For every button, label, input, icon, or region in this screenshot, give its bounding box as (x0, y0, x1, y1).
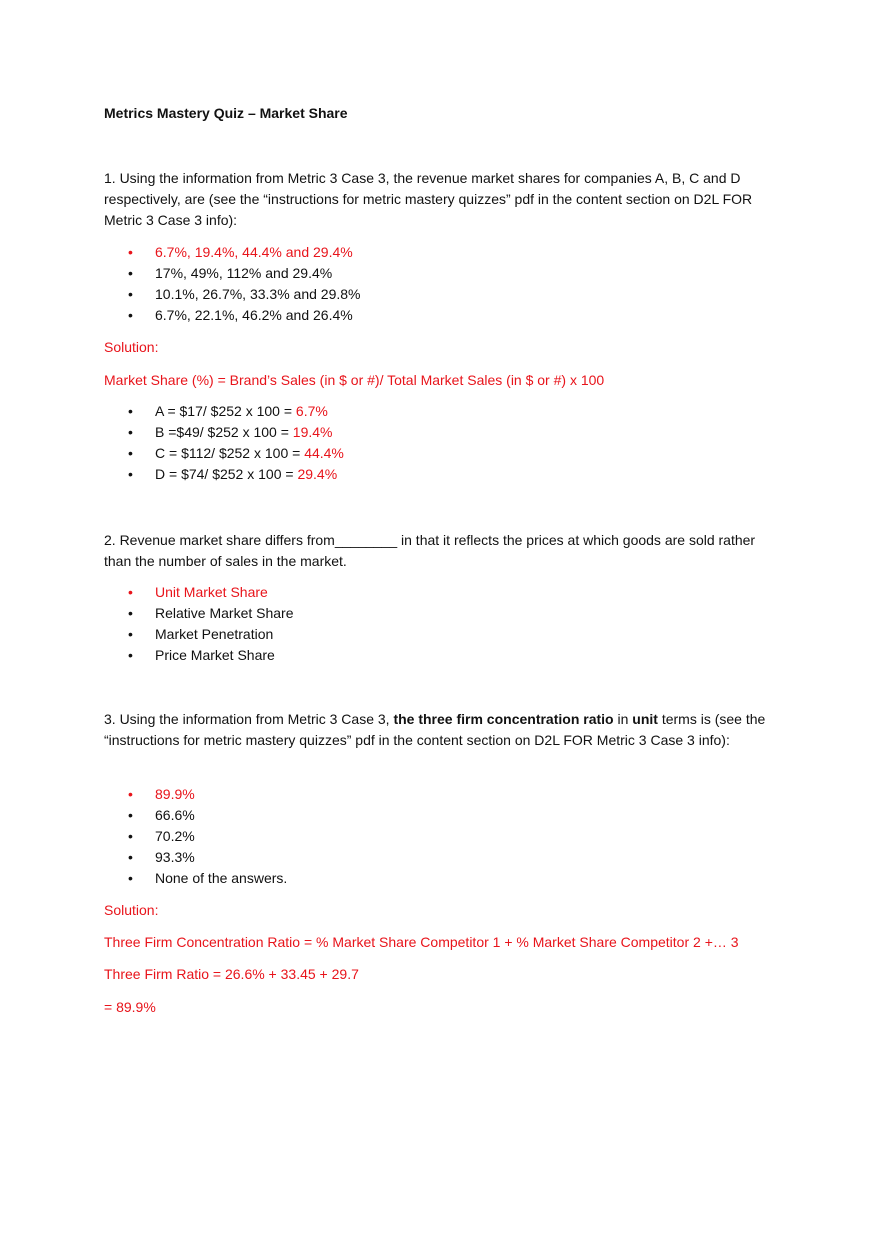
q3-option: • None of the answers. (104, 868, 784, 889)
q3-question (104, 709, 784, 751)
q2-question: 2. Revenue market share differs from________ in that it reflects the prices at which goods are sold rather than the number of sales in the market. (104, 532, 756, 569)
q3-option: • 66.6% (104, 805, 784, 826)
q1-calculations (104, 401, 784, 485)
calc-expression: C = $112/ $252 x 100 = (155, 445, 305, 461)
q2-option: • Price Market Share (104, 645, 784, 666)
q1-option: • 6.7%, 22.1%, 46.2% and 26.4% (104, 305, 784, 326)
calc-result: 6.7% (295, 403, 328, 419)
q2-option: • Market Penetration (104, 624, 784, 645)
q1-formula: Market Share (%) = Brand’s Sales (in $ or #)/ Total Market Sales (in $ or #) x 100 (104, 372, 605, 388)
q3-option: • 70.2% (104, 826, 784, 847)
q1-option: • 10.1%, 26.7%, 33.3% and 29.8% (104, 284, 784, 305)
document-title: Metrics Mastery Quiz – Market Share (104, 105, 348, 121)
q3-bold-term: the three firm concentration ratio (393, 711, 614, 727)
q1-option: • 17%, 49%, 112% and 29.4% (104, 263, 784, 284)
calc-expression: A = $17/ $252 x 100 = (155, 403, 296, 419)
q2-option: • Relative Market Share (104, 603, 784, 624)
q3-result: = 89.9% (104, 999, 156, 1015)
q2-option-correct: • Unit Market Share (104, 582, 784, 603)
q1-calc-row (104, 422, 784, 443)
q1-calc-row (104, 443, 784, 464)
q3-text: in (613, 711, 633, 727)
q3-option: • 93.3% (104, 847, 784, 868)
calc-result: 29.4% (297, 466, 338, 482)
q3-text: 3. Using the information from Metric 3 Case 3, (104, 711, 394, 727)
q3-formula: Three Firm Concentration Ratio = % Market Share Competitor 1 + % Market Share Competitor 2 +… 3 (104, 934, 739, 950)
q1-calc-row (104, 401, 784, 422)
q3-solution-label: Solution: (104, 902, 159, 918)
q3-ratio: Three Firm Ratio = 26.6% + 33.45 + 29.7 (104, 966, 359, 982)
q1-option-correct: • 6.7%, 19.4%, 44.4% and 29.4% (104, 242, 784, 263)
calc-expression: D = $74/ $252 x 100 = (155, 466, 298, 482)
q1-options (104, 242, 784, 326)
calc-result: 44.4% (304, 445, 344, 461)
calc-expression: B =$49/ $252 x 100 = (155, 424, 293, 440)
q3-options (104, 784, 784, 889)
q3-option-correct: • 89.9% (104, 784, 784, 805)
q3-bold-term: unit (632, 711, 658, 727)
q1-calc-row (104, 464, 784, 485)
q3-text: terms is (see the “instructions for metric mastery quizzes” pdf in the content section on D2L FOR Metric 3 Case 3 info): (104, 711, 766, 748)
calc-result: 19.4% (292, 424, 333, 440)
q1-solution-label: Solution: (104, 339, 159, 355)
q1-question: 1. Using the information from Metric 3 Case 3, the revenue market shares for companies A, B, C and D respectively, are (see the “instructions for metric mastery quizzes” pdf in the content section on D2L FOR Metric 3 Case 3 info): (104, 170, 753, 228)
q2-options (104, 582, 784, 666)
